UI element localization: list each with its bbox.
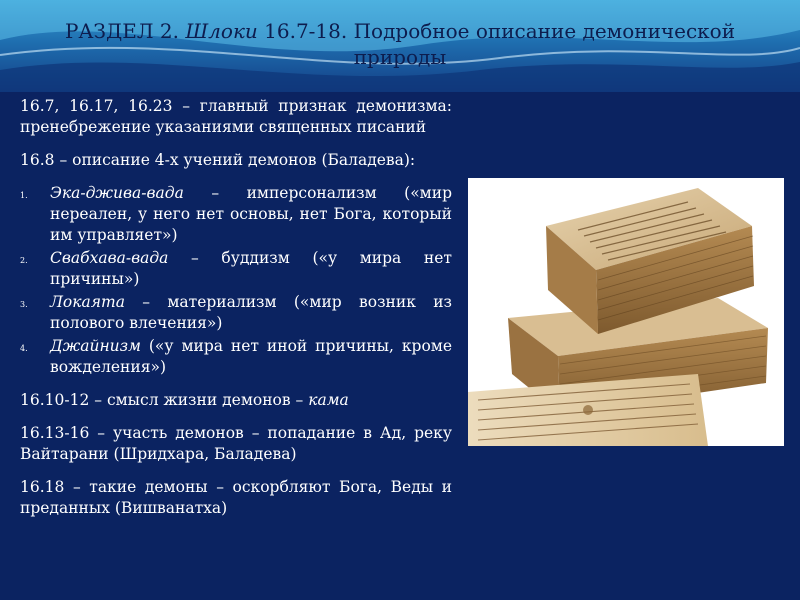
list-term: Эка-джива-вада — [50, 184, 184, 202]
list-term: Джайнизм — [50, 337, 141, 355]
slide-title — [60, 18, 740, 70]
paragraph-4: 16.13-16 – участь демонов – попадание в Ад, реку Вайтарани (Шридхара, Баладева) — [20, 424, 452, 463]
palm-leaf-manuscript-image — [468, 178, 784, 446]
list-number: 1. — [20, 191, 28, 200]
list-text: – буддизм («у мира нет причины») — [50, 249, 452, 288]
manuscript-photo — [468, 178, 784, 446]
list-text: – имперсонализм («мир нереален, у него нет основы, нет Бога, который им управляет») — [50, 184, 452, 244]
paragraph-3 — [20, 390, 452, 411]
list-number: 4. — [20, 344, 28, 353]
list-item — [20, 183, 452, 246]
paragraph-2: 16.8 – описание 4-х учений демонов (Баладева): — [20, 151, 416, 169]
content-text — [20, 96, 452, 531]
list-text: («у мира нет иной причины, кроме вожделения») — [50, 337, 452, 376]
header-banner — [0, 0, 800, 92]
paragraph-1: 16.7, 16.17, 16.23 – главный признак демонизма: пренебрежение указаниями священных писаний — [20, 97, 452, 136]
list-item — [20, 248, 452, 290]
paragraph-3-emphasis: кама — [308, 391, 349, 409]
list-item — [20, 292, 452, 334]
paragraph-5: 16.18 – такие демоны – оскорбляют Бога, Веды и преданных (Вишванатха) — [20, 478, 452, 517]
list-number: 2. — [20, 256, 28, 265]
title-part2: 16.7-18. Подробное описание демонической природы — [257, 19, 736, 69]
list-number: 3. — [20, 300, 28, 309]
list-text: – материализм («мир возник из полового влечения») — [50, 293, 452, 332]
list-term: Локаята — [50, 293, 125, 311]
title-part1: РАЗДЕЛ 2. — [64, 19, 186, 43]
paragraph-3-text: 16.10-12 – смысл жизни демонов – — [20, 391, 309, 409]
doctrine-list — [20, 183, 452, 378]
title-emphasis: Шлоки — [185, 19, 258, 43]
list-term: Свабхава-вада — [50, 249, 169, 267]
list-item — [20, 336, 452, 378]
